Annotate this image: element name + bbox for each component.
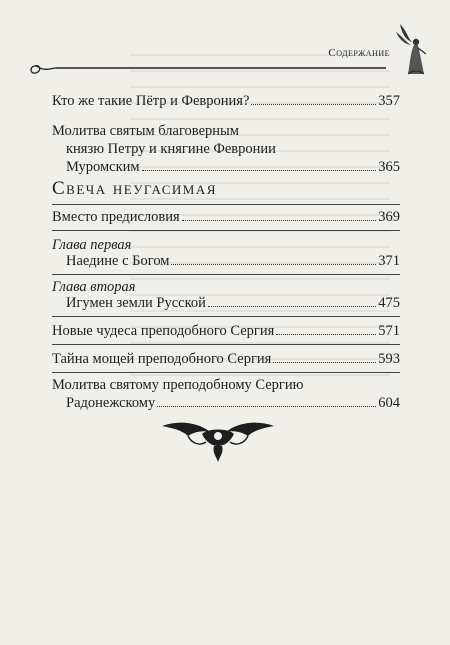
- toc-page-number: 357: [378, 93, 400, 109]
- toc-entry-title: Тайна мощей преподобного Сергия: [52, 351, 272, 367]
- toc-entry-title: Кто же такие Пётр и Феврония?: [52, 93, 250, 109]
- section-title: Свеча неугасимая: [52, 178, 217, 199]
- toc-page-number: 571: [378, 323, 400, 339]
- running-head: Содержание: [328, 47, 390, 59]
- entry-divider: [52, 274, 400, 275]
- toc-entry[interactable]: [52, 92, 400, 110]
- toc-entry[interactable]: [52, 322, 400, 340]
- toc-entry-title: Молитва святым благоверным: [52, 123, 239, 139]
- toc-entry[interactable]: [52, 122, 400, 176]
- leader-dots: [273, 361, 376, 363]
- toc-entry-title-line: Радонежскому: [66, 395, 156, 411]
- toc-page-number: 475: [378, 295, 400, 311]
- leader-dots: [171, 263, 376, 265]
- decorative-ornament-icon: [158, 416, 278, 464]
- toc-entry[interactable]: [66, 252, 400, 270]
- angel-emblem-icon: [392, 20, 434, 78]
- entry-divider: [52, 230, 400, 231]
- toc-page-number: 365: [378, 159, 400, 175]
- chapter-label: Глава вторая: [52, 279, 136, 295]
- header-flourish-rule: [26, 59, 386, 77]
- chapter-label: Глава первая: [52, 237, 132, 253]
- leader-dots: [276, 333, 376, 335]
- leader-dots: [251, 103, 376, 105]
- entry-divider: [52, 344, 400, 345]
- toc-page-number: 604: [378, 395, 400, 411]
- toc-entry-title-line: князю Петру и княгине Февронии: [66, 141, 276, 157]
- leader-dots: [142, 169, 377, 171]
- toc-page-number: 371: [378, 253, 400, 269]
- toc-entry-title-line: Муромским: [66, 159, 140, 175]
- toc-entry-title: Вместо предисловия: [52, 209, 180, 225]
- toc-page-number: 593: [378, 351, 400, 367]
- toc-page-number: 369: [378, 209, 400, 225]
- section-divider: [52, 204, 400, 205]
- toc-entry[interactable]: [52, 376, 400, 412]
- toc-entry-title: Наедине с Богом: [66, 253, 170, 269]
- leader-dots: [157, 405, 376, 407]
- entry-divider: [52, 372, 400, 373]
- toc-entry[interactable]: [52, 350, 400, 368]
- toc-entry-title: Молитва святому преподобному Сергию: [52, 377, 304, 393]
- show-through-background: [130, 40, 390, 540]
- toc-entry-title: Игумен земли Русской: [66, 295, 206, 311]
- leader-dots: [182, 219, 377, 221]
- toc-entry[interactable]: [52, 208, 400, 226]
- toc-entry[interactable]: [66, 294, 400, 312]
- toc-entry-title: Новые чудеса преподобного Сергия: [52, 323, 275, 339]
- leader-dots: [208, 305, 376, 307]
- entry-divider: [52, 316, 400, 317]
